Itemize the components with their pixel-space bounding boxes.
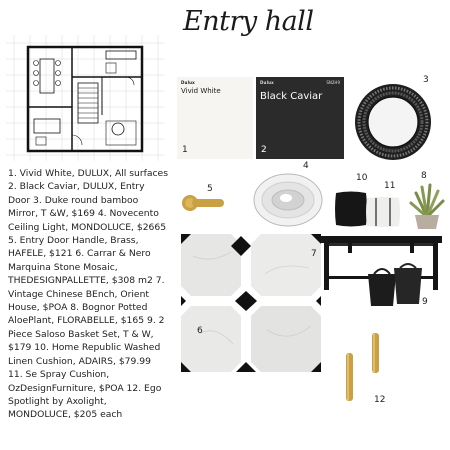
item-number: 1 <box>182 145 188 155</box>
ceiling-light-image <box>250 166 330 236</box>
potted-plant-image <box>408 183 446 231</box>
spotlight-image <box>338 331 390 405</box>
swatch-code: SN2H9 <box>326 80 340 85</box>
swatch-name: Vivid White <box>181 87 221 95</box>
swatch-brand: Dulux <box>260 80 274 85</box>
item-list-description: 1. Vivid White, DULUX, All surfaces 2. Black Caviar, DULUX, Entry Door 3. Duke round bamboo Mirror, T &W, $169 4. Novecento Ceiling Light, MONDOLUCE, $2665 5. Entry Door Handle, Brass, HAFELE, $121 6. Carrar & Nero Marquina Stone Mosaic, THEDESIGNPALLETTE, $308 m2 7. Vintage Chinese BEnch, Orient House, $POA 8. Bognor Potted AloePlant, FLORABELLE, $165 9. 2 Piece Saloso Basket Set, T & W, $179 10. Home Republic Washed Linen Cushion, ADAIRS, $79.99 11. Se Spray Cushion, OzDesignFurniture, $POA 12. Ego Spotlight by Axolight, MONDOLUCE, $205 each <box>8 168 168 421</box>
striped-cushion-image <box>364 195 402 229</box>
item-number: 11 <box>384 181 396 191</box>
swatch-brand: Dulux <box>181 80 195 85</box>
item-number: 12 <box>374 395 386 405</box>
round-mirror-image <box>349 78 441 164</box>
item-number: 5 <box>207 184 213 194</box>
door-handle-image <box>180 189 230 219</box>
item-number: 7 <box>311 249 317 259</box>
item-number: 4 <box>303 161 309 171</box>
item-number: 8 <box>421 171 427 181</box>
baskets-image <box>366 262 424 308</box>
item-number: 3 <box>423 75 429 85</box>
item-number: 2 <box>261 145 267 155</box>
item-number: 9 <box>422 297 428 307</box>
page-title: Entry hall <box>183 6 314 37</box>
item-number: 10 <box>356 173 368 183</box>
vivid-white-swatch <box>177 77 253 159</box>
swatch-name: Black Caviar <box>260 91 323 102</box>
marble-mosaic-image <box>181 234 321 372</box>
floor-plan <box>6 35 164 161</box>
black-caviar-swatch <box>256 77 344 159</box>
item-number: 6 <box>197 326 203 336</box>
